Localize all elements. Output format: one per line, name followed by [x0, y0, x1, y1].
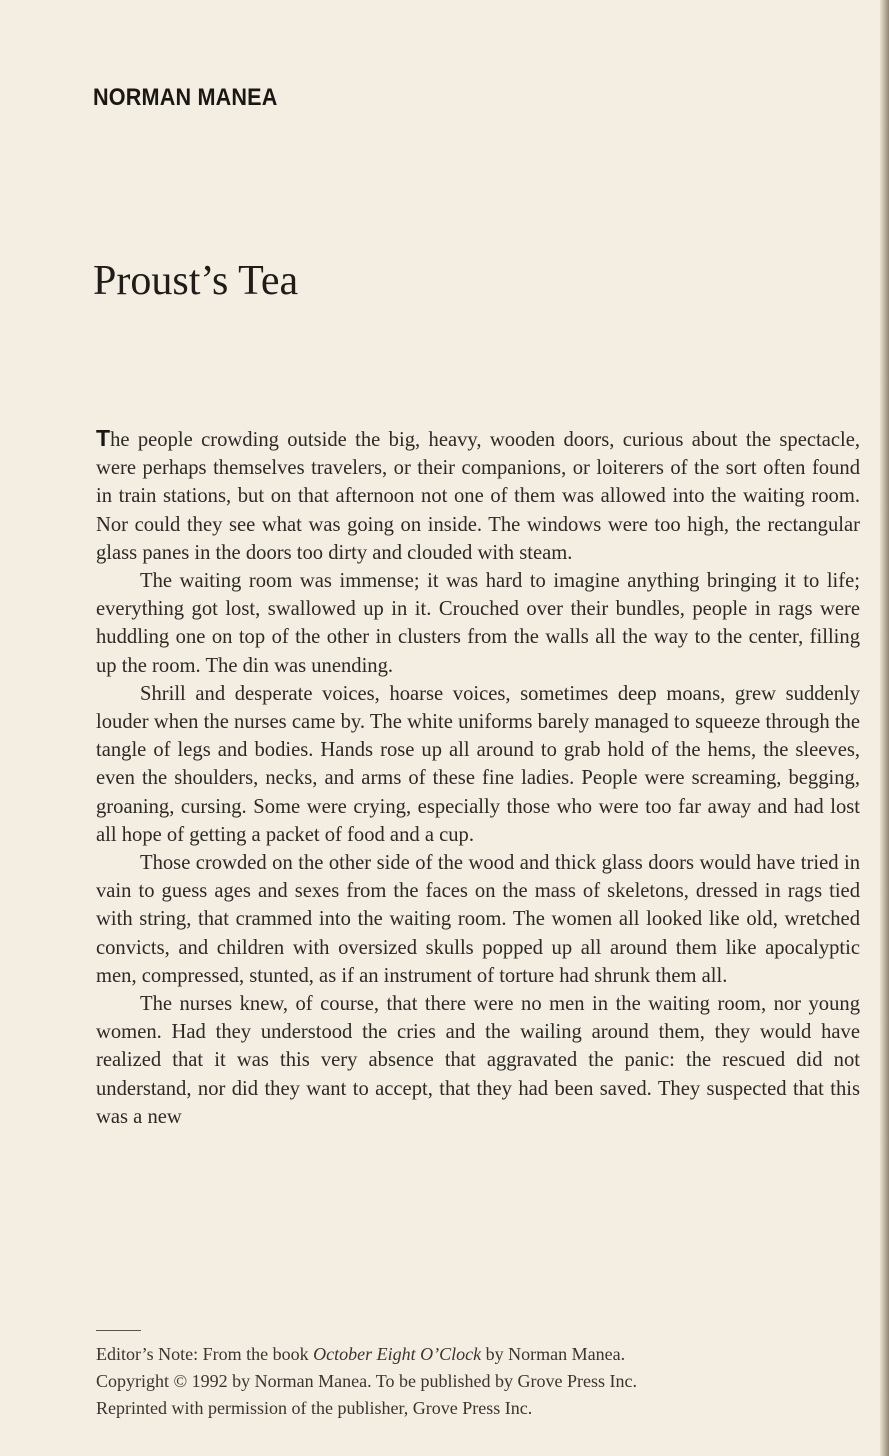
drop-cap: T [96, 425, 111, 451]
book-title: October Eight O’Clock [313, 1344, 482, 1364]
editor-note [96, 1341, 856, 1422]
paragraph-3: Shrill and desperate voices, hoarse voices, sometimes deep moans, grew suddenly louder when the nurses came by. The white uniforms barely managed to squeeze through the tangle of legs and bodies. Hands rose up all around to grab hold of the hems, the sleeves, even the shoulders, necks, and arms of these fine ladies. People were screaming, begging, groaning, cursing. Some were crying, especially those who were too far away and had lost all hope of getting a packet of food and a cup. [96, 682, 860, 846]
paragraph-5: The nurses knew, of course, that there were no men in the waiting room, nor young women. Had they understood the cries and the wailing around them, they would have realized that it was this very absence that aggravated the panic: the rescued did not understand, nor did they want to accept, that they had been saved. They suspected that this was a new [96, 993, 860, 1128]
editor-note-prefix: Editor’s Note: From the book [96, 1344, 314, 1364]
footnote-rule [96, 1330, 141, 1331]
paragraph-2: The waiting room was immense; it was hard to imagine anything bringing it to life; everything got lost, swallowed up in it. Crouched over their bundles, people in rags were huddling one on top of the other in clusters from the walls all the way to the center, filling up the room. The din was unending. [96, 570, 860, 677]
editor-note-line-3: Reprinted with permission of the publisher, Grove Press Inc. [96, 1398, 533, 1418]
editor-note-suffix: by Norman Manea. [481, 1344, 626, 1364]
editor-note-line-2: Copyright © 1992 by Norman Manea. To be published by Grove Press Inc. [96, 1371, 638, 1391]
page-edge [880, 0, 889, 1456]
article-body [96, 424, 860, 1131]
paragraph-1 [96, 424, 860, 567]
paragraph-4: Those crowded on the other side of the wood and thick glass doors would have tried in vain to guess ages and sexes from the faces on the mass of skeletons, dressed in rags tied with string, that crammed into the waiting room. The women all looked like old, wretched convicts, and children with oversized skulls popped up all around them like apocalyptic men, compressed, stunted, as if an instrument of torture had shrunk them all. [96, 852, 860, 987]
editor-note-line-1 [96, 1341, 856, 1368]
author-name: NORMAN MANEA [93, 84, 278, 111]
paragraph-1-text: he people crowding outside the big, heavy, wooden doors, curious about the spectacle, were perhaps themselves travelers, or their companions, or loiterers of the sort often found in train stations, but on that afternoon not one of them was allowed into the waiting room. Nor could they see what was going on inside. The windows were too high, the rectangular glass panes in the doors too dirty and clouded with steam. [96, 429, 860, 564]
article-title: Proust’s Tea [93, 258, 299, 304]
